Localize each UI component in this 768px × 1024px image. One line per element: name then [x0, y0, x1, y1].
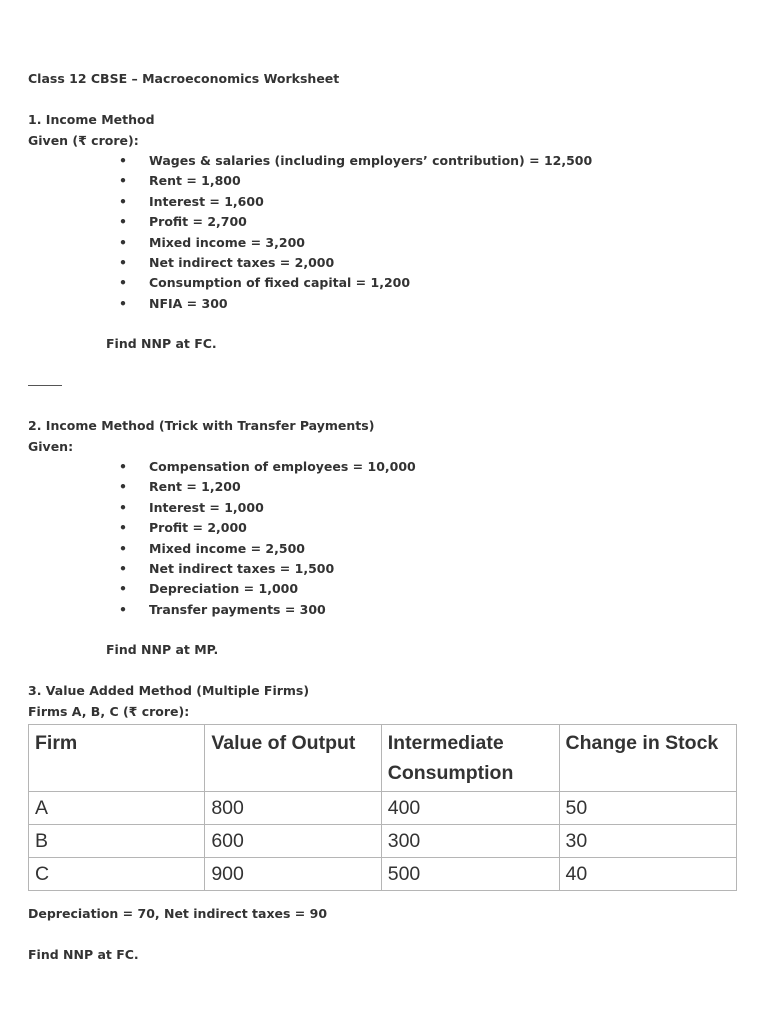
q2-given: Given:: [28, 439, 74, 454]
bullet-icon: •: [119, 459, 127, 474]
list-item: [28, 561, 728, 581]
bullet-icon: •: [119, 295, 127, 311]
list-item: [28, 275, 728, 295]
table-cell: 600: [205, 825, 381, 858]
table-cell: 900: [205, 858, 381, 891]
q1-given: Given (₹ crore):: [28, 133, 139, 148]
table-cell: 30: [559, 825, 737, 858]
q3-heading: 3. Value Added Method (Multiple Firms): [28, 683, 310, 698]
bullet-icon: •: [119, 540, 127, 556]
bullet-icon: •: [119, 520, 127, 536]
q3-note: Depreciation = 70, Net indirect taxes = 90: [28, 906, 328, 921]
list-item-text: Rent = 1,200: [149, 479, 241, 495]
list-item-text: Depreciation = 1,000: [149, 581, 299, 597]
table-cell: 300: [381, 825, 559, 858]
bullet-icon: •: [119, 560, 127, 576]
list-item-text: Rent = 1,800: [149, 173, 241, 189]
q3-given: Firms A, B, C (₹ crore):: [28, 704, 190, 719]
q2-heading: 2. Income Method (Trick with Transfer Payments): [28, 418, 375, 433]
q1-heading: 1. Income Method: [28, 112, 155, 127]
bullet-icon: •: [119, 499, 127, 515]
list-item-text: Profit = 2,700: [149, 214, 247, 230]
bullet-icon: •: [119, 193, 127, 209]
q2-task: Find NNP at MP.: [106, 642, 219, 657]
list-item-text: Net indirect taxes = 2,000: [149, 254, 335, 270]
list-item-text: Wages & salaries (including employers’ contribution) = 12,500: [149, 153, 593, 168]
list-item: [28, 520, 728, 540]
table-row: [29, 858, 737, 891]
bullet-icon: •: [119, 153, 127, 168]
q3-task: Find NNP at FC.: [28, 947, 139, 962]
list-item: [28, 541, 728, 561]
table-cell: 800: [205, 792, 381, 825]
table-cell: 40: [559, 858, 737, 891]
bullet-icon: •: [119, 601, 127, 617]
list-item-text: Net indirect taxes = 1,500: [149, 560, 335, 576]
table-cell: 400: [381, 792, 559, 825]
bullet-icon: •: [119, 479, 127, 495]
list-item-text: Consumption of fixed capital = 1,200: [149, 275, 411, 291]
list-item: [28, 581, 728, 601]
list-item: [28, 459, 728, 479]
q2-bullet-list: [28, 459, 728, 622]
list-item: [28, 500, 728, 520]
list-item-text: Interest = 1,000: [149, 499, 264, 515]
list-item: [28, 173, 728, 193]
list-item: [28, 214, 728, 234]
bullet-icon: •: [119, 234, 127, 250]
list-item-text: Compensation of employees = 10,000: [149, 459, 416, 474]
table-cell: 50: [559, 792, 737, 825]
table-cell: B: [29, 825, 205, 858]
list-item: [28, 153, 728, 173]
table-row: [29, 825, 737, 858]
bullet-icon: •: [119, 275, 127, 291]
list-item-text: Profit = 2,000: [149, 520, 247, 536]
list-item: [28, 479, 728, 499]
firms-table: [28, 724, 737, 891]
table-header-row: [29, 725, 737, 792]
bullet-icon: •: [119, 254, 127, 270]
list-item: [28, 235, 728, 255]
table-cell: 500: [381, 858, 559, 891]
list-item-text: Mixed income = 3,200: [149, 234, 305, 250]
list-item: [28, 194, 728, 214]
column-header-firm: Firm: [29, 725, 205, 792]
list-item: [28, 296, 728, 316]
section-divider: [28, 385, 62, 386]
list-item-text: NFIA = 300: [149, 295, 228, 311]
bullet-icon: •: [119, 581, 127, 597]
q1-bullet-list: [28, 153, 728, 316]
list-item: [28, 602, 728, 622]
table-row: [29, 792, 737, 825]
table-cell: C: [29, 858, 205, 891]
page-title: Class 12 CBSE – Macroeconomics Worksheet: [28, 71, 340, 86]
column-header-change-in-stock: Change in Stock: [559, 725, 737, 792]
bullet-icon: •: [119, 214, 127, 230]
list-item-text: Interest = 1,600: [149, 193, 264, 209]
bullet-icon: •: [119, 173, 127, 189]
q1-task: Find NNP at FC.: [106, 336, 217, 351]
column-header-value-of-output: Value of Output: [205, 725, 381, 792]
table-cell: A: [29, 792, 205, 825]
list-item: [28, 255, 728, 275]
list-item-text: Mixed income = 2,500: [149, 540, 305, 556]
column-header-intermediate-consumption: Intermediate Consumption: [381, 725, 559, 792]
list-item-text: Transfer payments = 300: [149, 601, 326, 617]
